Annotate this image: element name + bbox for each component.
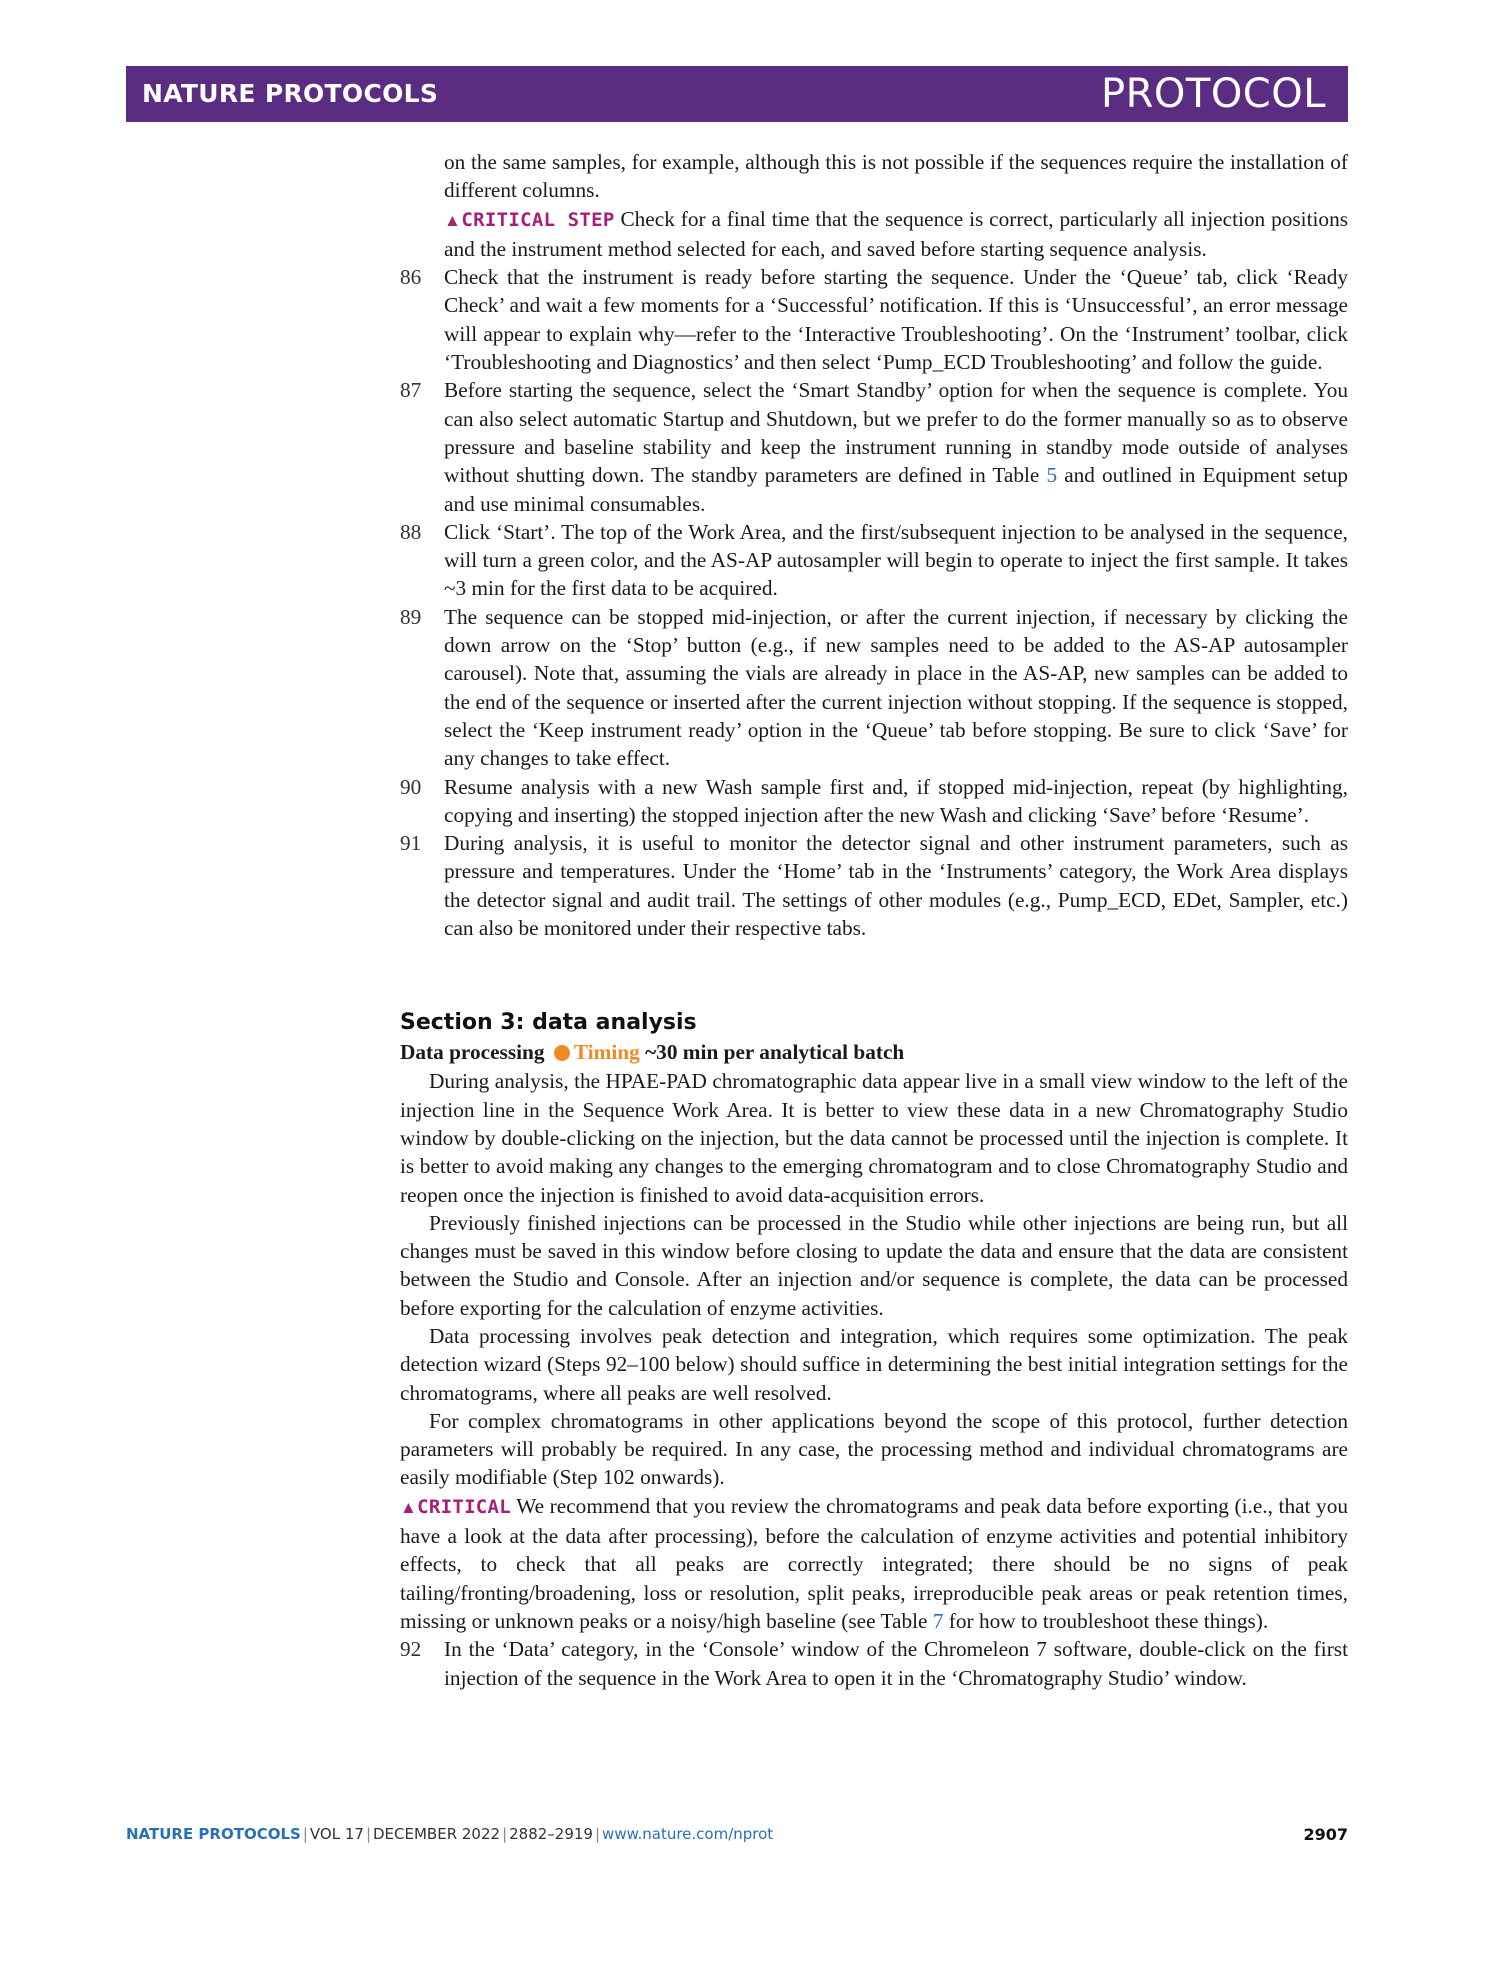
critical-step-label: CRITICAL STEP [461, 208, 615, 231]
table-5-link[interactable]: 5 [1046, 463, 1058, 488]
step-text: In the ‘Data’ category, in the ‘Console’ window of the Chromeleon 7 software, double-click on the first injection of the sequence in the Work Area to open it in the ‘Chromatography Studio’ window. [444, 1637, 1348, 1690]
protocol-step [400, 603, 1348, 773]
step-number: 92 [400, 1637, 422, 1662]
subheading-title: Data processing [400, 1040, 545, 1065]
footer-date: DECEMBER 2022 [373, 1825, 501, 1843]
timing-label: Timing [573, 1040, 640, 1065]
protocol-step [400, 773, 1348, 830]
critical-note [400, 1492, 1348, 1635]
step-number: 91 [400, 831, 422, 856]
protocol-step [400, 376, 1348, 517]
critical-step-note [400, 205, 1348, 264]
timing-dot-icon [554, 1045, 570, 1061]
section-heading: Section 3: data analysis [400, 1010, 697, 1036]
warning-triangle-icon: ▲ [444, 210, 462, 230]
step-text: Click ‘Start’. The top of the Work Area, and the first/subsequent injection to be analysed in the sequence, will turn a green color, and the AS-AP autosampler will begin to operate to inject the first sample. It takes ~3 min for the first data to be acquired. [444, 519, 1348, 601]
critical-text: We recommend that you review the chromatograms and peak data before exporting (i.e., that you have a look at the data after processing), before the calculation of enzyme activities and potential inhibitory effects, to check that all peaks are correctly integrated; there should be no signs of peak tailing/fronting/broadening, loss or resolution, split peaks, irreproducible peak areas or peak retention times, missing or unknown peaks or a noisy/high baseline (see Table [400, 1493, 1348, 1633]
critical-step-text: Check for a final time that the sequence is correct, particularly all injection positions and the instrument method selected for each, and saved before starting sequence analysis. [444, 206, 1349, 261]
article-type-label: PROTOCOL [1100, 71, 1326, 117]
page-footer: NATURE PROTOCOLS | VOL 17 | DECEMBER 2022 | 2882–2919 | www.nature.com/nprot 2907 [126, 1825, 1348, 1844]
body-paragraph: During analysis, the HPAE-PAD chromatographic data appear live in a small view window to the left of the injection line in the Sequence Work Area. It is better to view these data in a new Chromatography Studio window by double-clicking on the injection, but the data cannot be processed until the injection is complete. It is better to avoid making any changes to the emerging chromatogram and to close Chromatography Studio and reopen once the injection is finished to avoid data-acquisition errors. [400, 1069, 1348, 1207]
protocol-step [400, 518, 1348, 603]
body-paragraph: Data processing involves peak detection and integration, which requires some optimization. The peak detection wizard (Steps 92–100 below) should suffice in determining the best initial integration settings for the chromatograms, where all peaks are well resolved. [400, 1323, 1348, 1405]
step-text: Before starting the sequence, select the ‘Smart Standby’ option for when the sequence is complete. You can also select automatic Startup and Shutdown, but we prefer to do the former manually so as to observe pressure and baseline stability and keep the instrument running in standby mode outside of analyses without shutting down. The standby parameters are defined in Table [444, 378, 1348, 488]
step-text: Check that the instrument is ready before starting the sequence. Under the ‘Queue’ tab, click ‘Ready Check’ and wait a few moments for a ‘Successful’ notification. If this is ‘Unsuccessful’, an error message will appear to explain why—refer to the ‘Interactive Troubleshooting’. On the ‘Instrument’ toolbar, click ‘Troubleshooting and Diagnostics’ and then select ‘Pump_ECD Troubleshooting’ and follow the guide. [444, 265, 1348, 375]
warning-triangle-icon: ▲ [400, 1497, 418, 1517]
step-number: 86 [400, 265, 422, 290]
footer-pages: 2882–2919 [509, 1825, 593, 1843]
critical-label: CRITICAL [417, 1495, 512, 1518]
footer-volume: VOL 17 [309, 1825, 364, 1843]
protocol-step [400, 263, 1348, 376]
step-text-continued: and outlined in Equipment setup and use minimal consumables. [444, 463, 1348, 516]
step-text: The sequence can be stopped mid-injection, or after the current injection, if necessary by clicking the down arrow on the ‘Stop’ button (e.g., if new samples need to be added to the AS-AP autosampler carousel). Note that, assuming the vials are already in place in the AS-AP, new samples can be added to the end of the sequence or inserted after the current injection without stopping. If the sequence is stopped, select the ‘Keep instrument ready’ option in the ‘Queue’ tab before stopping. Be sure to click ‘Save’ for any changes to take effect. [444, 604, 1348, 771]
table-7-link[interactable]: 7 [932, 1608, 944, 1633]
footer-url-link[interactable]: www.nature.com/nprot [602, 1825, 774, 1843]
protocol-step [400, 829, 1348, 942]
journal-header-bar [126, 66, 1348, 122]
article-body [400, 148, 1348, 1692]
journal-name: NATURE PROTOCOLS [142, 79, 439, 108]
step-text: Resume analysis with a new Wash sample first and, if stopped mid-injection, repeat (by highlighting, copying and inserting) the stopped injection after the new Wash and clicking ‘Save’ before ‘Resume’. [444, 774, 1348, 827]
body-paragraph: Previously finished injections can be processed in the Studio while other injections are being run, but all changes must be saved in this window before closing to update the data and ensure that the data are consistent between the Studio and Console. After an injection and/or sequence is complete, the data can be processed before exporting for the calculation of enzyme activities. [400, 1210, 1348, 1320]
page-number: 2907 [1303, 1825, 1348, 1844]
critical-text-continued: for how to troubleshoot these things). [943, 1608, 1269, 1633]
step-text: During analysis, it is useful to monitor the detector signal and other instrument parameters, such as pressure and temperatures. Under the ‘Home’ tab in the ‘Instruments’ category, the Work Area displays the detector signal and audit trail. The settings of other modules (e.g., Pump_ECD, EDet, Sampler, etc.) can also be monitored under their respective tabs. [444, 831, 1348, 941]
body-paragraph: For complex chromatograms in other applications beyond the scope of this protocol, further detection parameters will probably be required. In any case, the processing method and individual chromatograms are easily modifiable (Step 102 onwards). [400, 1408, 1348, 1490]
timing-subheading [400, 1038, 1348, 1067]
step-number: 87 [400, 378, 422, 403]
protocol-step [400, 1635, 1348, 1692]
footer-journal: NATURE PROTOCOLS [126, 1825, 301, 1843]
continuation-paragraph: on the same samples, for example, although this is not possible if the sequences require the installation of different columns. [444, 150, 1348, 203]
timing-duration: ~30 min per analytical batch [645, 1040, 905, 1065]
step-number: 88 [400, 519, 422, 544]
step-number: 90 [400, 774, 422, 799]
step-number: 89 [400, 604, 422, 629]
